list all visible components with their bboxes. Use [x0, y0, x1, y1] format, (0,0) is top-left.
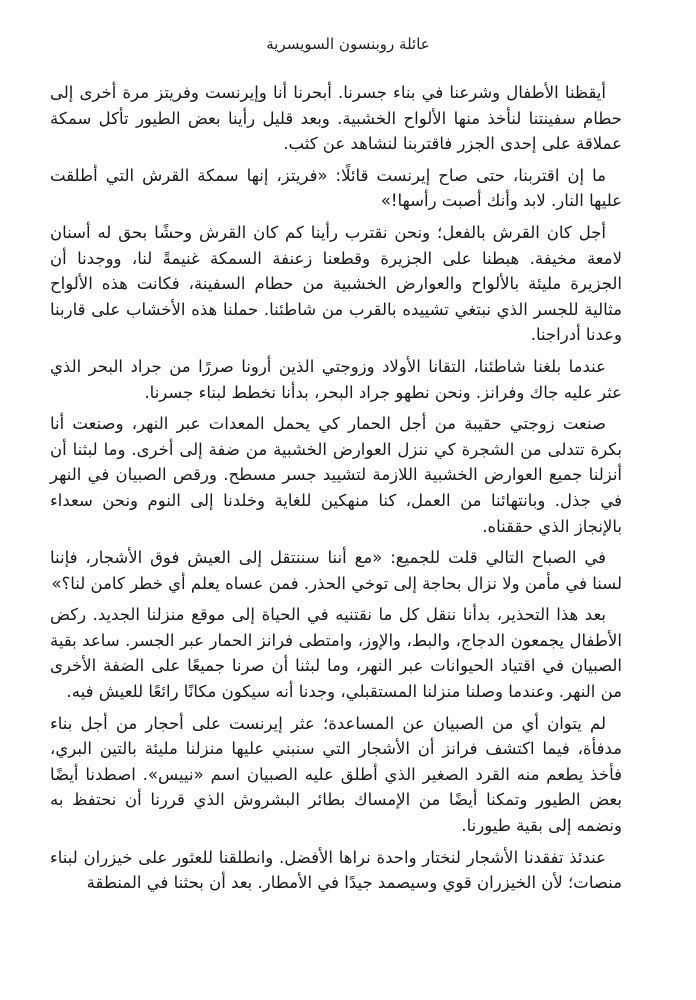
paragraph: ما إن اقتربنا، حتى صاح إيرنست قائلًا: «فريتز، إنها سمكة القرش التي أطلقت عليها النار. لابد وأنك أصبت رأسها!»	[50, 165, 622, 211]
paragraph: لم يتوان أي من الصبيان عن المساعدة؛ عثر إيرنست على أحجار من أجل بناء مدفأة، فيما اكتشف فرانز أن الأشجار التي سنبني عليها منزلنا مليئة بالتين البري، فأخذ يطعم منه القرد الصغير الذي أطلق عليه الصبيان اسم «نييس». اصطدنا أيضًا بعض الطيور وتمكنا أيضًا من الإمساك بطائر البشروش الذي قررنا أن نحتفظ به ونضمه إلى بقية طيورنا.	[50, 713, 622, 836]
paragraph: عندما بلغنا شاطئنا، التقانا الأولاد وزوجتي الذين أرونا صررًا من جراد البحر الذي عثر عليه جاك وفرانز. ونحن نطهو جراد البحر، بدأنا نخطط لبناء جسرنا.	[50, 356, 622, 402]
paragraph: عندئذ تفقدنا الأشجار لنختار واحدة نراها الأفضل. وانطلقنا للعثور على خيزران لبناء منصات؛ لأن الخيزران قوي وسيصمد جيدًا في الأمطار. بعد أن بحثنا في المنطقة	[50, 847, 622, 893]
paragraph: أجل كان القرش بالفعل؛ ونحن نقترب رأينا كم كان القرش وحشًا بحق له أسنان لامعة مخيفة. هبطنا على الجزيرة وقطعنا زعنفة السمكة غنيمةً لنا، ووجدنا أن الجزيرة مليئة بالألواح والعوارض الخشبية من حطام السفينة، فكانت هذه الألواح مثالية للجسر الذي نبتغي تشييده بالقرب من شاطئنا. حملنا هذه الأخشاب على قاربنا وعدنا أدراجنا.	[50, 222, 622, 345]
page-body	[50, 80, 622, 902]
paragraph: أيقظنا الأطفال وشرعنا في بناء جسرنا. أبحرنا أنا وإيرنست وفريتز مرة أخرى إلى حطام سفينتنا لنأخذ منها الألواح الخشبية. وبعد قليل رأينا بعض الطيور تأكل سمكة عملاقة على إحدى الجزر فاقتربنا لنشاهد عن كثب.	[50, 83, 622, 154]
paragraph: في الصباح التالي قلت للجميع: «مع أننا سننتقل إلى العيش فوق الأشجار، فإننا لسنا في مأمن ولا نزال بحاجة إلى توخي الحذر. فمن عساه يعلم أي خطر كامن لنا؟»	[50, 548, 622, 593]
paragraph: صنعت زوجتي حقيبة من أجل الحمار كي يحمل المعدات عبر النهر، وصنعت أنا بكرة تتدلى من الشجرة كي ننزل العوارض الخشبية من ضفة إلى أخرى. وما لبثنا أن أنزلنا جميع العوارض الخشبية اللازمة لتشييد جسر مسطح. ورقص الصبيان في النهر في جذل. وبانتهائنا من العمل، كنا منهكين للغاية وخلدنا إلى النوم ونحن سعداء بالإنجاز الذي حققناه.	[50, 414, 622, 536]
running-header: عائلة روبنسون السويسرية	[266, 35, 430, 53]
paragraph: بعد هذا التحذير، بدأنا ننقل كل ما نقتنيه في الحياة إلى موقع منزلنا الجديد. ركض الأطفال يجمعون الدجاج، والبط، والإوز، وامتطى فرانز الحمار عبر الجسر. ساعد بقية الصبيان في اقتياد الحيوانات عبر النهر، وما لبثنا أن صرنا جميعًا على الضفة الأخرى من النهر. وعندما وصلنا منزلنا المستقبلي، وجدنا أنه سيكون مكانًا رائعًا للعيش فيه.	[50, 605, 622, 702]
